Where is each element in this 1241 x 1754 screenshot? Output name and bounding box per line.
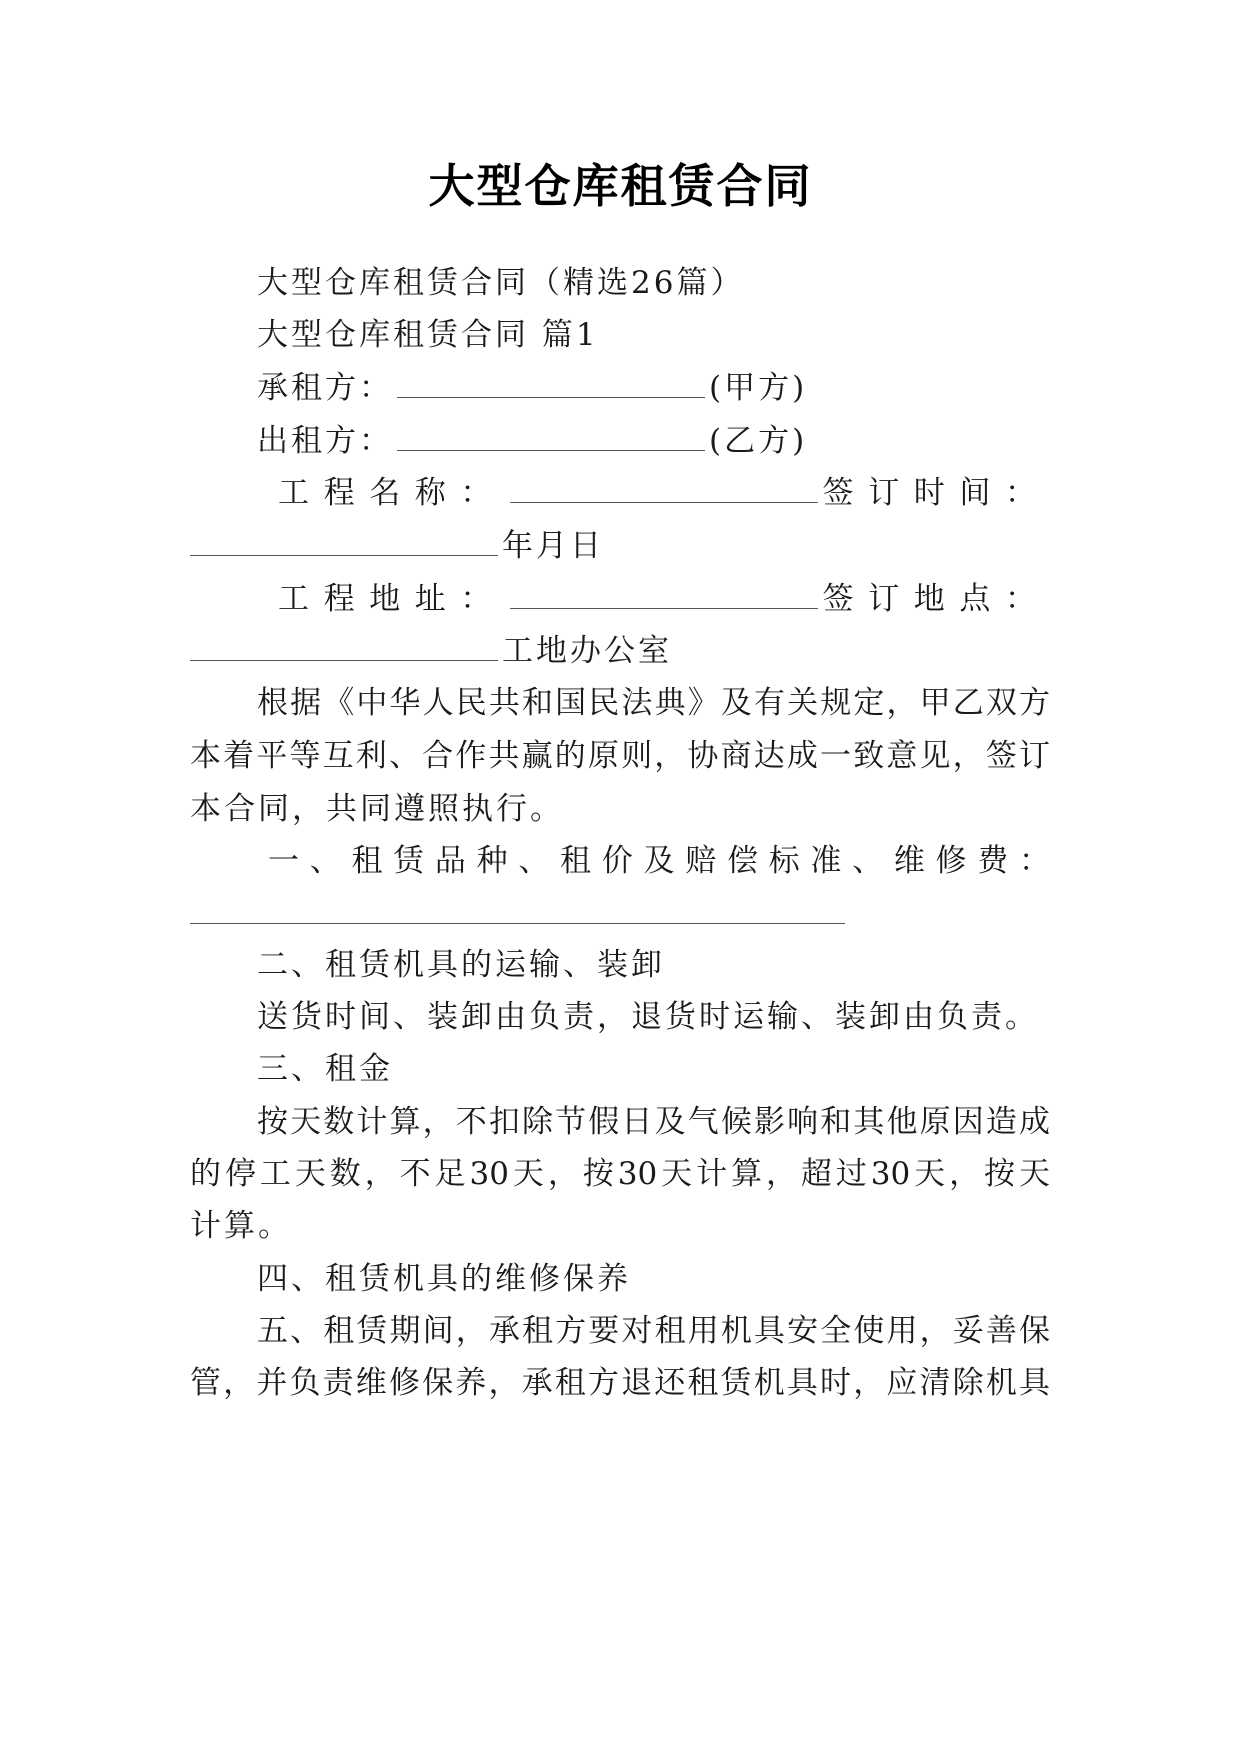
section-heading: 大型仓库租赁合同 篇1 — [257, 317, 599, 353]
sign-place-label: 签订地点： — [822, 581, 1050, 617]
preamble-line-3: 本合同，共同遵照执行。 — [190, 791, 564, 827]
project-address-label: 工程地址： — [278, 581, 506, 617]
project-address-blank — [510, 578, 818, 609]
sign-time-label: 签订时间： — [822, 475, 1050, 511]
lessee-label: 承租方： — [257, 370, 393, 406]
sign-place-blank — [190, 630, 498, 661]
sign-time-line — [190, 525, 1050, 566]
item-2-text: 送货时间、装卸由负责，退货时运输、装卸由负责。 — [257, 999, 1039, 1035]
item-1-heading: 一、租赁品种、租价及赔偿标准、维修费： — [268, 843, 1050, 879]
date-suffix: 年月日 — [502, 528, 604, 564]
sign-place-value: 工地办公室 — [502, 633, 672, 669]
lessee-blank — [397, 367, 705, 398]
item-1-blank-line — [190, 893, 1050, 934]
project-name-row — [278, 472, 1050, 513]
subtitle: 大型仓库租赁合同（精选26篇） — [257, 265, 745, 301]
project-name-blank — [510, 472, 818, 503]
item-2-heading: 二、租赁机具的运输、装卸 — [257, 947, 665, 983]
lessee-line — [257, 367, 1050, 408]
item-3-heading: 三、租金 — [257, 1051, 393, 1087]
preamble-line-2: 本着平等互利、合作共赢的原则，协商达成一致意见，签订 — [190, 738, 1050, 774]
item-4-heading: 四、租赁机具的维修保养 — [257, 1261, 631, 1297]
preamble-line-1: 根据《中华人民共和国民法典》及有关规定，甲乙双方 — [257, 685, 1050, 721]
document-title: 大型仓库租赁合同 — [428, 159, 813, 213]
item-3-line-1: 按天数计算，不扣除节假日及气候影响和其他原因造成 — [257, 1104, 1050, 1140]
project-address-row — [278, 578, 1050, 619]
lessor-suffix: (乙方) — [709, 423, 808, 459]
item-5-line-1: 五、租赁期间，承租方要对租用机具安全使用，妥善保 — [257, 1313, 1050, 1349]
lessor-line — [257, 420, 1050, 461]
item-3-line-2: 的停工天数，不足30天，按30天计算，超过30天，按天 — [190, 1156, 1050, 1192]
lessee-suffix: (甲方) — [709, 370, 808, 406]
project-name-label: 工程名称： — [278, 475, 506, 511]
sign-time-blank — [190, 525, 498, 556]
item-1-blank — [190, 893, 845, 924]
item-5-line-2: 管，并负责维修保养，承租方退还租赁机具时，应清除机具 — [190, 1365, 1050, 1401]
lessor-blank — [397, 420, 705, 451]
lessor-label: 出租方： — [257, 423, 393, 459]
item-3-line-3: 计算。 — [190, 1208, 292, 1244]
sign-place-line — [190, 630, 1050, 671]
